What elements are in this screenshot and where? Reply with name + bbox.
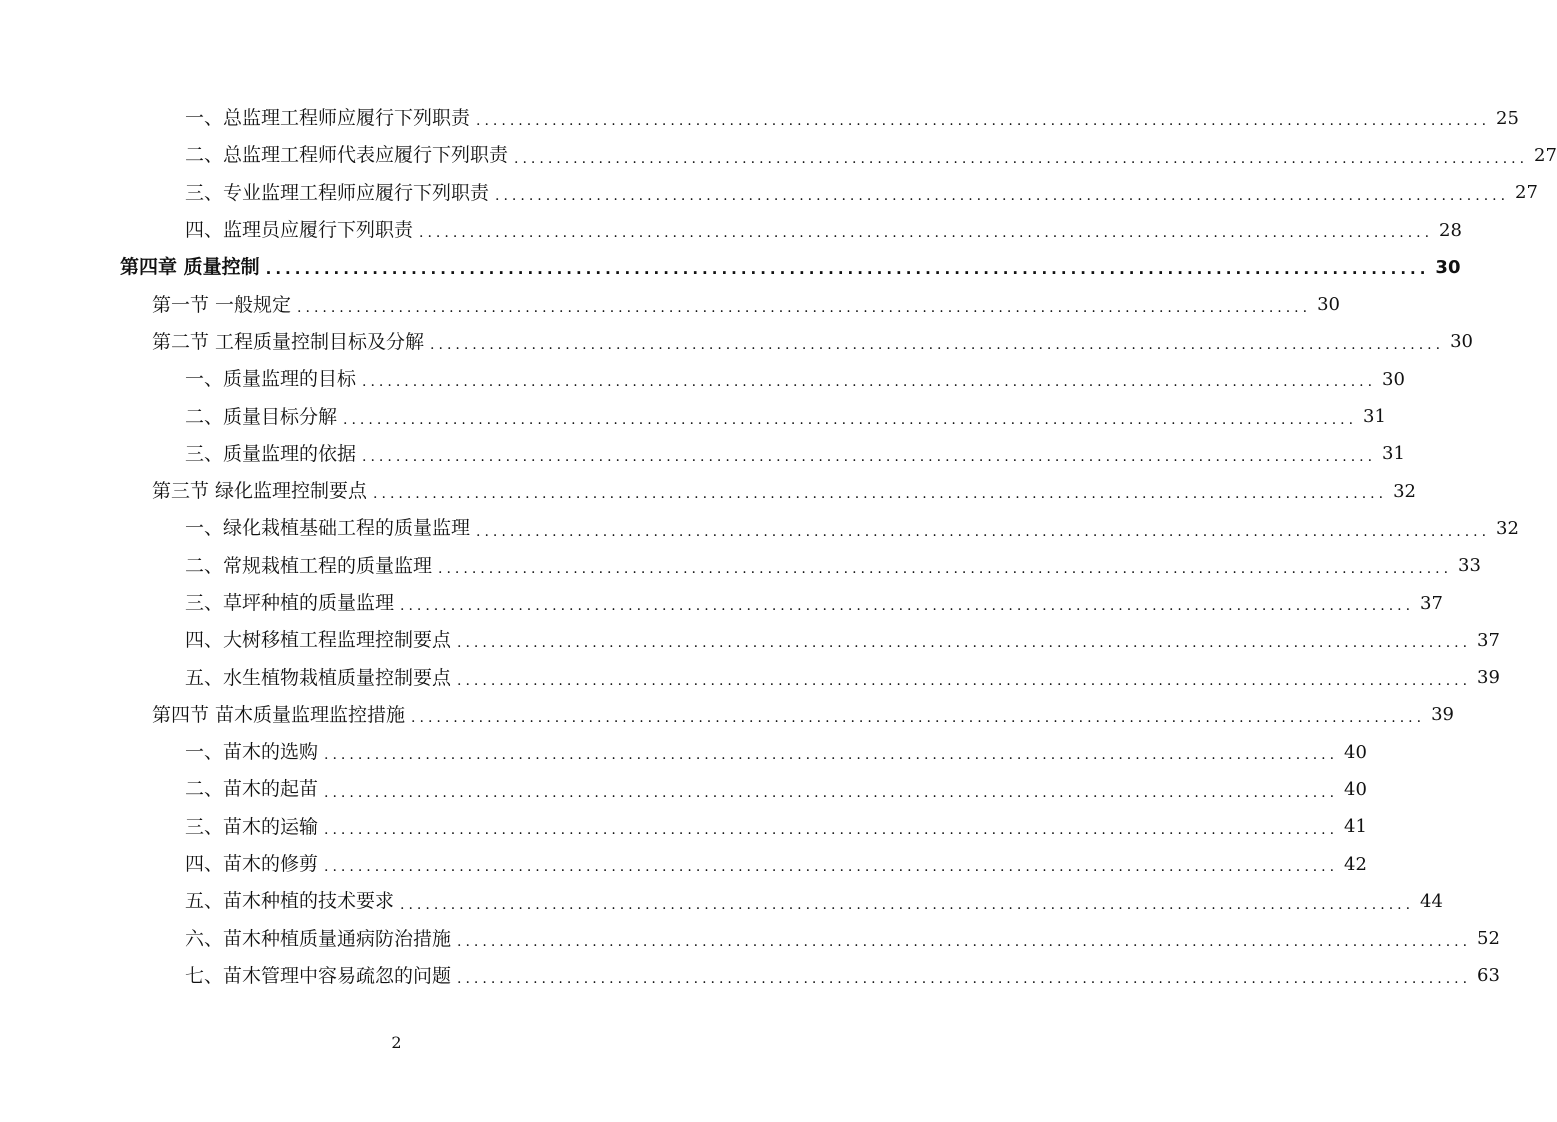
toc-dot-leader: ........................................................................................................................ xyxy=(400,598,1415,615)
toc-page-number: 30 xyxy=(1435,256,1461,278)
toc-dot-leader: ........................................................................................................................ xyxy=(297,299,1312,316)
toc-dot-leader: ........................................................................................................................ xyxy=(430,337,1445,354)
toc-dot-leader: ........................................................................................................................ xyxy=(476,113,1491,130)
toc-dot-leader: ........................................................................................................................ xyxy=(457,933,1472,950)
toc-page-number: 25 xyxy=(1496,107,1519,129)
toc-entry-title: 第二节 工程质量控制目标及分解 xyxy=(152,330,425,353)
toc-entry-title: 第一节 一般规定 xyxy=(152,293,292,316)
toc-page-number: 40 xyxy=(1344,778,1367,800)
toc-chapter-entry[interactable] xyxy=(0,249,1461,286)
toc-dot-leader: ........................................................................................................................ xyxy=(362,448,1377,465)
toc-section-entry[interactable] xyxy=(0,473,1416,510)
toc-entry-title: 一、苗木的选购 xyxy=(185,741,319,764)
toc-page-number: 33 xyxy=(1458,555,1481,577)
toc-dot-leader: ........................................................................................................................ xyxy=(457,635,1472,652)
toc-entry[interactable] xyxy=(0,771,1367,808)
toc-entry-title: 五、苗木种植的技术要求 xyxy=(185,890,395,913)
toc-dot-leader: ........................................................................................................................ xyxy=(495,187,1510,204)
toc-entry[interactable] xyxy=(0,921,1500,958)
toc-entry[interactable] xyxy=(0,585,1443,622)
table-of-contents xyxy=(0,100,1557,995)
toc-entry-title: 一、总监理工程师应履行下列职责 xyxy=(185,107,471,130)
toc-page-number: 31 xyxy=(1363,406,1386,428)
toc-entry[interactable] xyxy=(0,659,1500,696)
toc-entry[interactable] xyxy=(0,734,1367,771)
toc-entry-title: 第三节 绿化监理控制要点 xyxy=(152,480,368,503)
toc-page-number: 39 xyxy=(1431,704,1454,726)
toc-dot-leader: ........................................................................................................................ xyxy=(457,672,1472,689)
toc-page-number: 37 xyxy=(1420,592,1443,614)
toc-entry[interactable] xyxy=(0,846,1367,883)
toc-dot-leader: ........................................................................................................................ xyxy=(457,971,1472,988)
toc-entry-title: 四、大树移植工程监理控制要点 xyxy=(185,629,452,652)
page-number-footer: 2 xyxy=(391,1033,402,1052)
toc-entry-title: 第四节 苗木质量监理监控措施 xyxy=(152,703,406,726)
toc-dot-leader: ........................................................................................................................ xyxy=(324,821,1339,838)
toc-page-number: 30 xyxy=(1450,331,1473,353)
toc-page-number: 32 xyxy=(1496,517,1519,539)
toc-page-number: 39 xyxy=(1477,667,1500,689)
toc-page-number: 41 xyxy=(1344,816,1367,838)
toc-entry-title: 七、苗木管理中容易疏忽的问题 xyxy=(185,964,452,987)
toc-page-number: 27 xyxy=(1515,182,1538,204)
toc-entry[interactable] xyxy=(0,510,1519,547)
toc-entry-title: 三、质量监理的依据 xyxy=(185,442,357,465)
toc-page-number: 40 xyxy=(1344,741,1367,763)
toc-entry-title: 三、草坪种植的质量监理 xyxy=(185,592,395,614)
toc-dot-leader: ........................................................................................................................ xyxy=(265,260,1430,279)
toc-entry-title: 二、总监理工程师代表应履行下列职责 xyxy=(185,144,509,167)
toc-page-number: 44 xyxy=(1420,890,1443,912)
toc-entry-title: 三、苗木的运输 xyxy=(185,815,319,838)
toc-entry[interactable] xyxy=(0,100,1519,137)
toc-page-number: 32 xyxy=(1393,480,1416,502)
toc-entry-title: 第四章 质量控制 xyxy=(120,256,260,279)
toc-entry-title: 一、绿化栽植基础工程的质量监理 xyxy=(185,517,471,540)
toc-entry[interactable] xyxy=(0,548,1481,585)
toc-entry[interactable] xyxy=(0,212,1462,249)
toc-entry[interactable] xyxy=(0,809,1367,846)
toc-page-number: 42 xyxy=(1344,853,1367,875)
toc-dot-leader: ........................................................................................................................ xyxy=(324,747,1339,764)
toc-entry[interactable] xyxy=(0,622,1500,659)
toc-dot-leader: ........................................................................................................................ xyxy=(324,784,1339,801)
toc-entry[interactable] xyxy=(0,175,1538,212)
toc-entry-title: 二、质量目标分解 xyxy=(185,405,338,428)
toc-entry[interactable] xyxy=(0,883,1443,920)
toc-entry[interactable] xyxy=(0,361,1405,398)
toc-page-number: 37 xyxy=(1477,629,1500,651)
toc-dot-leader: ........................................................................................................................ xyxy=(324,859,1339,876)
toc-entry-title: 五、水生植物栽植质量控制要点 xyxy=(185,666,452,689)
toc-entry[interactable] xyxy=(0,137,1557,174)
toc-dot-leader: ........................................................................................................................ xyxy=(343,411,1358,428)
toc-page-number: 30 xyxy=(1317,294,1340,316)
toc-dot-leader: ........................................................................................................................ xyxy=(362,374,1377,391)
toc-dot-leader: ........................................................................................................................ xyxy=(373,486,1388,503)
toc-section-entry[interactable] xyxy=(0,324,1473,361)
toc-section-entry[interactable] xyxy=(0,697,1454,734)
toc-entry-title: 六、苗木种植质量通病防治措施 xyxy=(185,927,452,950)
toc-page-number: 30 xyxy=(1382,368,1405,390)
toc-entry-title: 二、苗木的起苗 xyxy=(185,778,319,801)
toc-dot-leader: ........................................................................................................................ xyxy=(400,896,1415,913)
toc-section-entry[interactable] xyxy=(0,286,1340,323)
toc-entry-title: 四、苗木的修剪 xyxy=(185,853,319,876)
toc-dot-leader: ........................................................................................................................ xyxy=(419,225,1434,242)
toc-page-number: 63 xyxy=(1477,965,1500,987)
toc-page-number: 28 xyxy=(1439,219,1462,241)
toc-entry-title: 二、常规栽植工程的质量监理 xyxy=(185,554,433,577)
toc-entry-title: 四、监理员应履行下列职责 xyxy=(185,219,414,242)
toc-entry[interactable] xyxy=(0,436,1405,473)
toc-page-number: 31 xyxy=(1382,443,1405,465)
toc-dot-leader: ........................................................................................................................ xyxy=(476,523,1491,540)
toc-entry[interactable] xyxy=(0,958,1500,995)
toc-dot-leader: ........................................................................................................................ xyxy=(411,710,1426,727)
toc-entry-title: 一、质量监理的目标 xyxy=(185,368,357,391)
toc-entry-title: 三、专业监理工程师应履行下列职责 xyxy=(185,181,490,204)
toc-dot-leader: ........................................................................................................................ xyxy=(514,150,1529,167)
toc-page-number: 27 xyxy=(1534,144,1557,166)
toc-dot-leader: ........................................................................................................................ xyxy=(438,560,1453,577)
toc-page-number: 52 xyxy=(1477,928,1500,950)
toc-entry[interactable] xyxy=(0,398,1386,435)
